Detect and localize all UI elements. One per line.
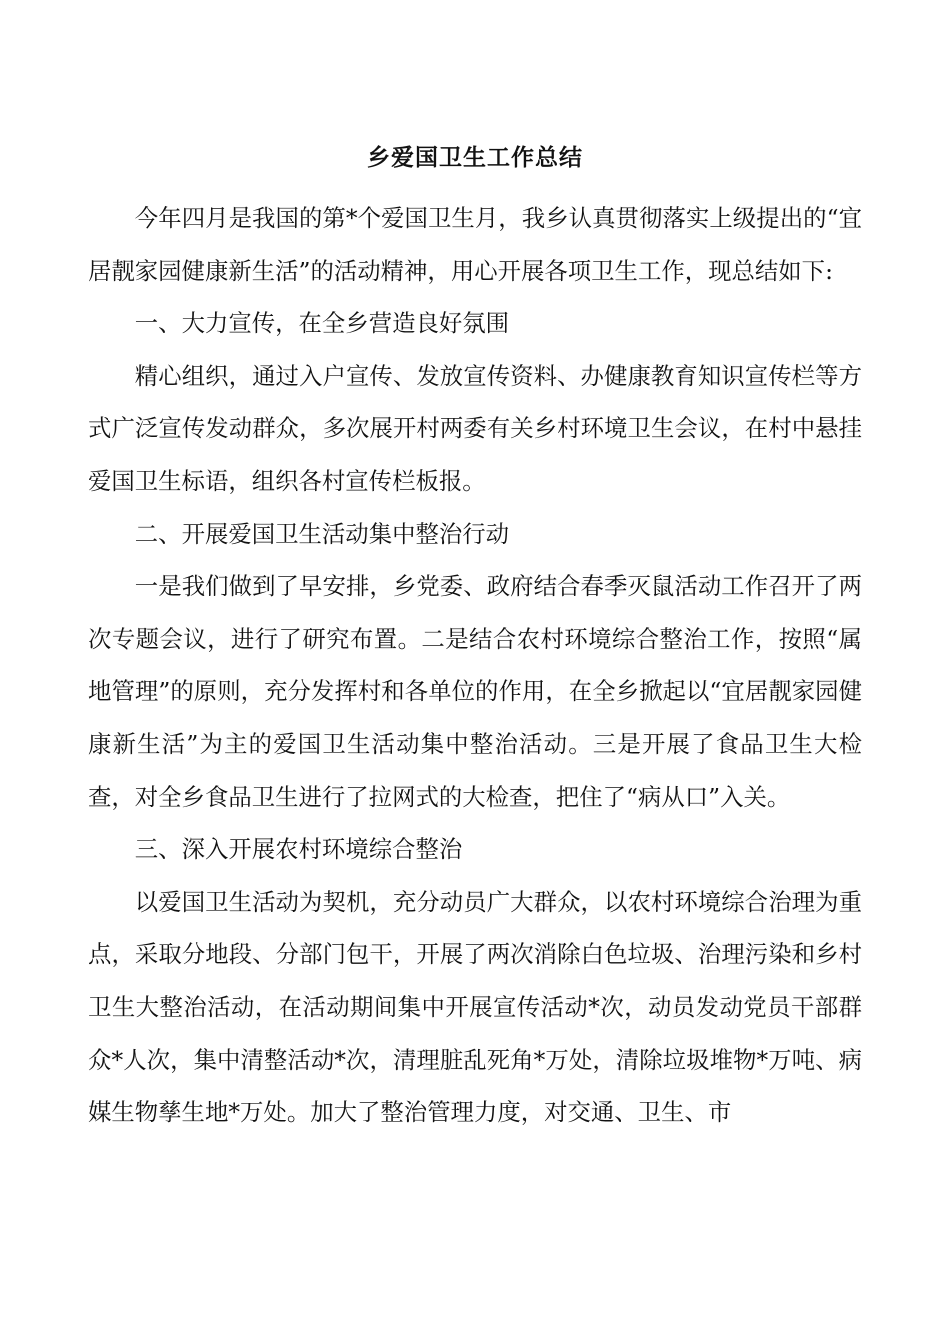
section-heading-2: 二、开展爱国卫生活动集中整治行动: [134, 519, 510, 548]
section-heading-1: 一、大力宣传，在全乡营造良好氛围: [134, 309, 510, 338]
section-paragraph-3: 以爱国卫生活动为契机，充分动员广大群众，以农村环境综合治理为重点，采取分地段、分部门包干，开展了两次消除白色垃圾、治理污染和乡村卫生大整治活动，在活动期间集中开展宣传活动*次，动员发动党员干部群众*人次，集中清整活动*次，清理脏乱死角*万处，清除垃圾堆物*万吨、病媒生物孳生地*万处。加大了整治管理力度，对交通、卫生、市: [88, 887, 862, 1127]
section-heading-3: 三、深入开展农村环境综合整治: [134, 835, 463, 864]
document-title: 乡爱国卫生工作总结: [367, 144, 583, 171]
section-paragraph-1: 精心组织，通过入户宣传、发放宣传资料、办健康教育知识宣传栏等方式广泛宣传发动群众，多次展开村两委有关乡村环境卫生会议，在村中悬挂爱国卫生标语，组织各村宣传栏板报。: [88, 361, 862, 495]
document-body: [88, 192, 862, 1139]
intro-paragraph: 今年四月是我国的第*个爱国卫生月，我乡认真贯彻落实上级提出的“宜居靓家园健康新生活”的活动精神，用心开展各项卫生工作，现总结如下:: [88, 204, 862, 285]
section-paragraph-2: 一是我们做到了早安排，乡党委、政府结合春季灭鼠活动工作召开了两次专题会议，进行了研究布置。二是结合农村环境综合整治工作，按照“属地管理”的原则，充分发挥村和各单位的作用，在全乡掀起以“宜居靓家园健康新生活”为主的爱国卫生活动集中整治活动。三是开展了食品卫生大检查，对全乡食品卫生进行了拉网式的大检查，把住了“病从口”入关。: [88, 572, 862, 811]
